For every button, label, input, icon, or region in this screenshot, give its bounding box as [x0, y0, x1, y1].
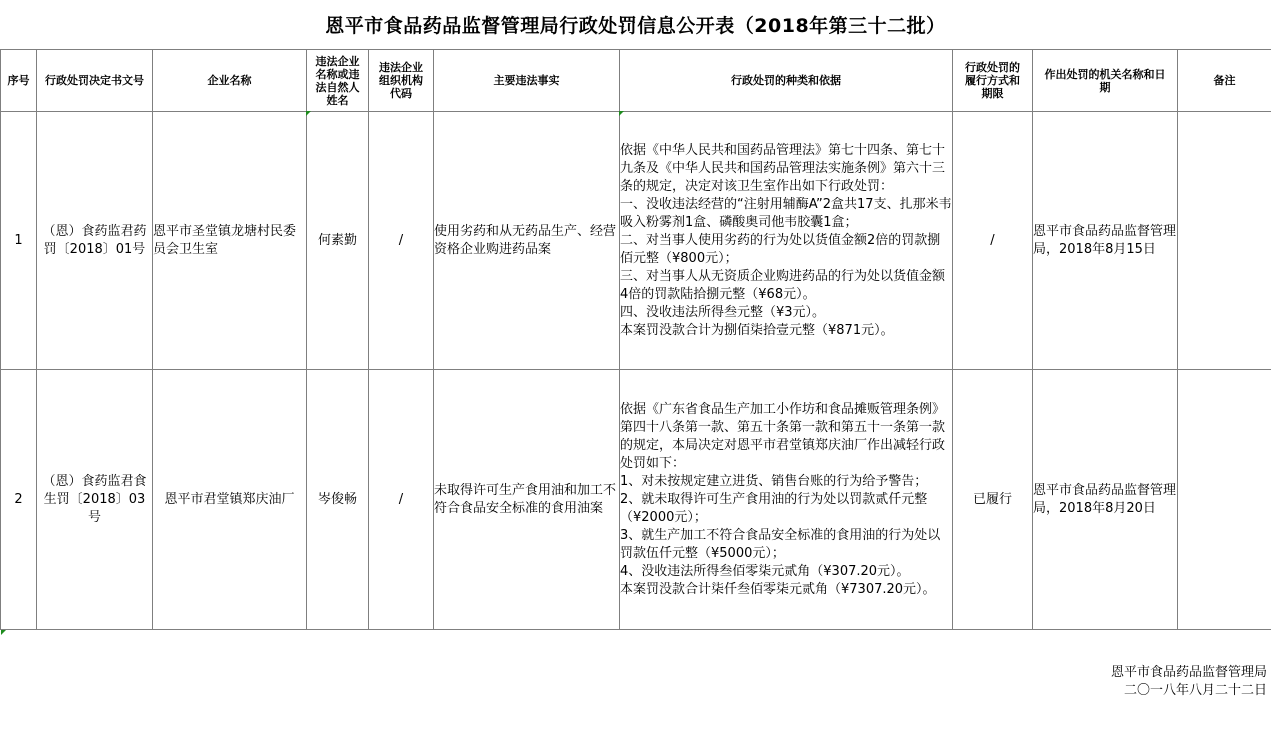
row-org-code: / — [369, 370, 434, 630]
footer-signature — [1111, 664, 1267, 700]
table-row — [1, 112, 1271, 370]
row-remark — [1178, 112, 1271, 370]
basis-line: 本案罚没款合计柒仟叁佰零柒元贰角（¥7307.20元）。 — [620, 581, 936, 597]
header-remark: 备注 — [1178, 50, 1271, 112]
row-authority: 恩平市食品药品监督管理局，2018年8月15日 — [1033, 112, 1178, 370]
row-company: 恩平市圣堂镇龙塘村民委员会卫生室 — [153, 112, 307, 370]
header-person: 违法企业名称或违法自然人姓名 — [307, 50, 369, 112]
header-facts: 主要违法事实 — [434, 50, 620, 112]
row-person: 岑俊畅 — [307, 370, 369, 630]
header-company: 企业名称 — [153, 50, 307, 112]
table-row — [1, 370, 1271, 630]
comment-marker-icon — [306, 111, 311, 116]
comment-marker-icon — [1, 630, 6, 635]
row-facts: 未取得许可生产食用油和加工不符合食品安全标准的食用油案 — [434, 370, 620, 630]
row-basis — [620, 112, 953, 370]
footer-date: 二〇一八年八月二十二日 — [1123, 683, 1267, 698]
row-facts: 使用劣药和从无药品生产、经营资格企业购进药品案 — [434, 112, 620, 370]
row-doc-no: （恩）食药监君药罚〔2018〕01号 — [37, 112, 153, 370]
page-title: 恩平市食品药品监督管理局行政处罚信息公开表（2018年第三十二批） — [0, 0, 1271, 50]
row-authority: 恩平市食品药品监督管理局，2018年8月20日 — [1033, 370, 1178, 630]
basis-line: 四、没收违法所得叁元整（¥3元）。 — [620, 304, 826, 320]
row-remark — [1178, 370, 1271, 630]
header-seq: 序号 — [1, 50, 37, 112]
header-performance: 行政处罚的履行方式和期限 — [953, 50, 1033, 112]
row-performance: / — [953, 112, 1033, 370]
basis-line: 本案罚没款合计为捌佰柒拾壹元整（¥871元）。 — [620, 322, 894, 338]
row-performance: 已履行 — [953, 370, 1033, 630]
row-basis — [620, 370, 953, 630]
basis-line: 二、对当事人使用劣药的行为处以货值金额2倍的罚款捌佰元整（¥800元）； — [620, 232, 941, 266]
basis-line: 1、对未按规定建立进货、销售台账的行为给予警告； — [620, 473, 928, 489]
penalty-table — [0, 49, 1271, 630]
header-authority: 作出处罚的机关名称和日期 — [1033, 50, 1178, 112]
basis-line: 2、就未取得许可生产食用油的行为处以罚款贰仟元整（¥2000元）； — [620, 491, 928, 525]
header-doc-no: 行政处罚决定书文号 — [37, 50, 153, 112]
header-org-code: 违法企业组织机构代码 — [369, 50, 434, 112]
header-basis: 行政处罚的种类和依据 — [620, 50, 953, 112]
comment-marker-icon — [619, 111, 624, 116]
row-org-code: / — [369, 112, 434, 370]
row-person: 何素勤 — [307, 112, 369, 370]
basis-line: 一、没收违法经营的“注射用辅酶A”2盒共17支、扎那米韦吸入粉雾剂1盒、磷酸奥司他韦胶囊1盒； — [620, 196, 952, 230]
basis-line: 3、就生产加工不符合食品安全标准的食用油的行为处以罚款伍仟元整（¥5000元）； — [620, 527, 941, 561]
row-company: 恩平市君堂镇郑庆油厂 — [153, 370, 307, 630]
row-seq: 2 — [1, 370, 37, 630]
basis-line: 三、对当事人从无资质企业购进药品的行为处以货值金额4倍的罚款陆拾捌元整（¥68元）。 — [620, 268, 946, 302]
row-seq: 1 — [1, 112, 37, 370]
basis-line: 依据《中华人民共和国药品管理法》第七十四条、第七十九条及《中华人民共和国药品管理法实施条例》第六十三条的规定，决定对该卫生室作出如下行政处罚： — [620, 142, 946, 194]
footer-org: 恩平市食品药品监督管理局 — [1110, 665, 1267, 680]
basis-line: 依据《广东省食品生产加工小作坊和食品摊贩管理条例》第四十八条第一款、第五十条第一款和第五十一条第一款的规定，本局决定对恩平市君堂镇郑庆油厂作出减轻行政处罚如下： — [620, 401, 946, 471]
row-doc-no: （恩）食药监君食生罚〔2018〕03号 — [37, 370, 153, 630]
header-row — [1, 50, 1271, 112]
basis-line: 4、没收违法所得叁佰零柒元贰角（¥307.20元）。 — [620, 563, 910, 579]
